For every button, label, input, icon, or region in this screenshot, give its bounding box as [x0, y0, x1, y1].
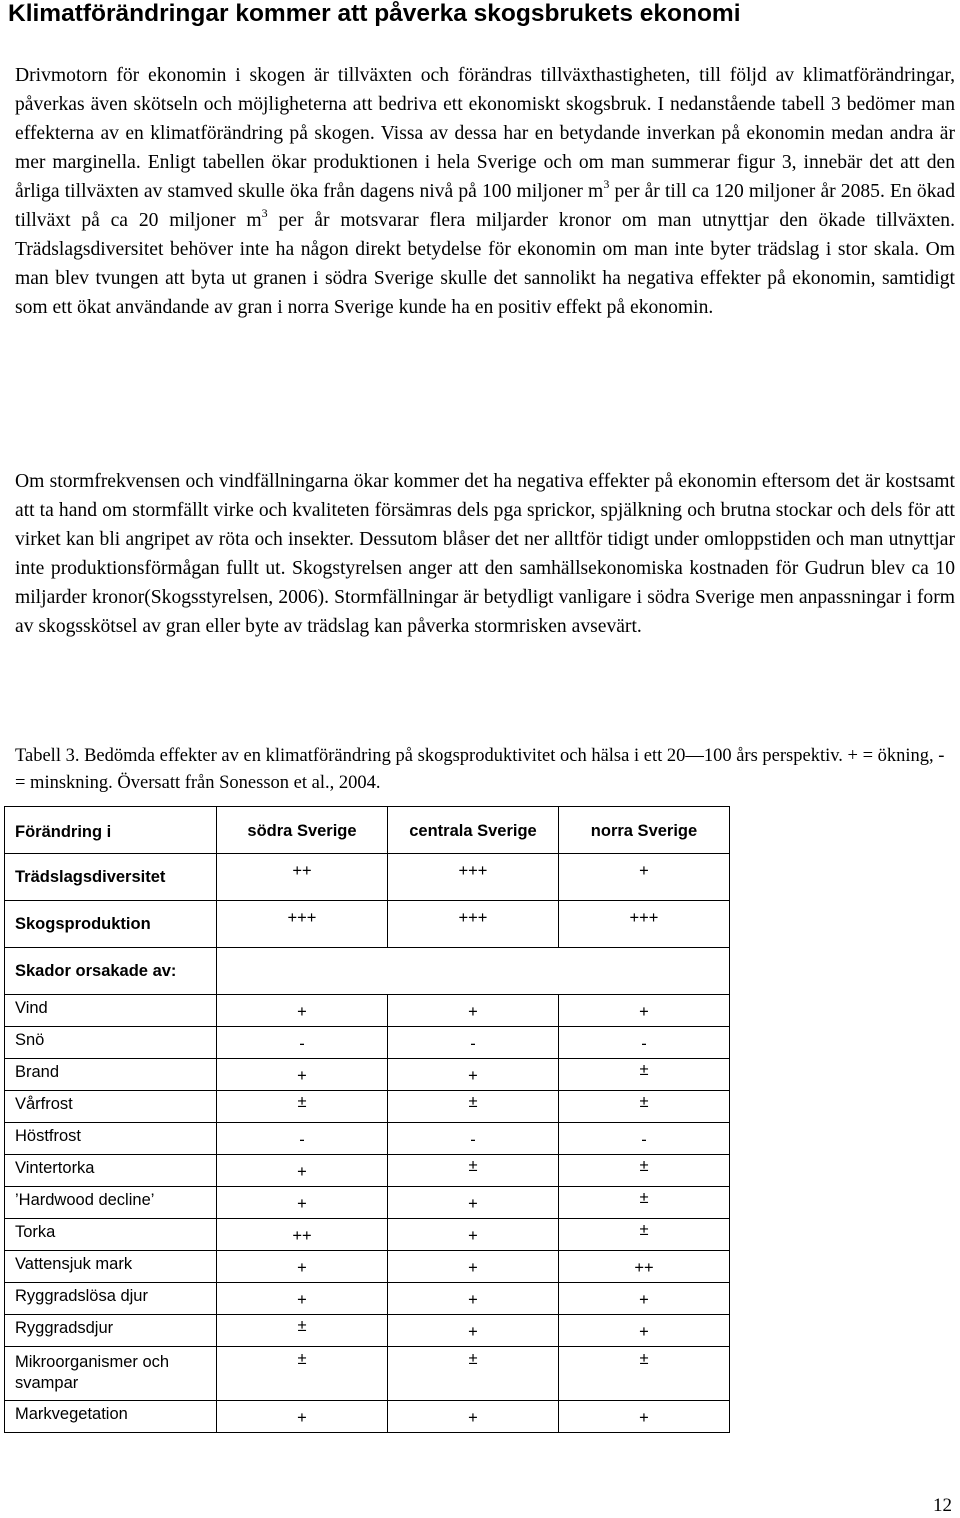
row-label: Vattensjuk mark — [5, 1251, 217, 1283]
table-cell: + — [559, 1401, 730, 1433]
row-label: Torka — [5, 1219, 217, 1251]
superscript-cubic-1: 3 — [603, 177, 610, 191]
table-cell: + — [217, 1059, 388, 1091]
table-cell: - — [217, 1123, 388, 1155]
table-row — [5, 1123, 730, 1155]
header-cell: centrala Sverige — [388, 807, 559, 854]
row-label: Markvegetation — [5, 1401, 217, 1433]
table-row — [5, 901, 730, 948]
table-cell: + — [388, 1059, 559, 1091]
table-cell: ± — [217, 1091, 388, 1123]
row-label: Vårfrost — [5, 1091, 217, 1123]
table-row — [5, 1187, 730, 1219]
table-cell: ± — [559, 1059, 730, 1091]
table-cell: ++ — [217, 854, 388, 901]
effects-table — [4, 806, 730, 1433]
superscript-cubic-2: 3 — [261, 206, 268, 220]
table-cell: + — [559, 854, 730, 901]
table-cell: + — [388, 995, 559, 1027]
table-cell: + — [388, 1283, 559, 1315]
row-label: Vind — [5, 995, 217, 1027]
header-cell: södra Sverige — [217, 807, 388, 854]
table-cell: + — [217, 1251, 388, 1283]
page-heading: Klimatförändringar kommer att påverka skogsbrukets ekonomi — [8, 0, 741, 27]
table-cell: ± — [388, 1091, 559, 1123]
row-label: Trädslagsdiversitet — [5, 854, 217, 901]
paragraph-storm: Om stormfrekvensen och vindfällningarna ökar kommer det ha negativa effekter på ekonomin eftersom det är kostsamt att ta hand om stormfällt virke och kvaliteten försämras dels pga sprickor, spjälkning och brutna stockar och dels för att virket kan bli angripet av röta och insekter. Dessutom blåser det ner alltför tidigt under omloppstiden och man utnyttjar inte produktionsförmågan fullt ut. Skogstyrelsen anger att den samhällsekonomiska kostnaden för Gudrun blev ca 10 miljarder kronor(Skogsstyrelsen, 2006). Stormfällningar är betydligt vanligare i södra Sverige men anpassningar i form av skogsskötsel av gran eller byte av trädslag kan påverka stormrisken avsevärt. — [15, 471, 955, 637]
table-cell: ± — [559, 1155, 730, 1187]
table-cell: + — [217, 995, 388, 1027]
table-cell: +++ — [388, 901, 559, 948]
header-cell: Förändring i — [5, 807, 217, 854]
table-cell: + — [388, 1187, 559, 1219]
table-section-row — [5, 948, 730, 995]
row-label: Brand — [5, 1059, 217, 1091]
header-cell: norra Sverige — [559, 807, 730, 854]
table-row — [5, 1315, 730, 1347]
table-cell: + — [217, 1401, 388, 1433]
row-label: Snö — [5, 1027, 217, 1059]
table-cell: + — [217, 1155, 388, 1187]
table-cell: +++ — [217, 901, 388, 948]
table-cell: +++ — [388, 854, 559, 901]
table-cell: + — [559, 1315, 730, 1347]
row-label: Ryggradslösa djur — [5, 1283, 217, 1315]
table-cell: ± — [217, 1315, 388, 1347]
table-cell: ± — [217, 1347, 388, 1401]
table-cell: ± — [388, 1155, 559, 1187]
table-cell: - — [559, 1123, 730, 1155]
table-row — [5, 1027, 730, 1059]
row-label: ’Hardwood decline’ — [5, 1187, 217, 1219]
table-cell: +++ — [559, 901, 730, 948]
paragraph-growth-part2: per år till ca 120 miljoner år 2085. En ökad tillväxt på ca 20 miljoner m — [15, 181, 956, 231]
table-cell: + — [388, 1315, 559, 1347]
table-cell: ± — [559, 1219, 730, 1251]
table-row — [5, 1347, 730, 1401]
table-cell: - — [217, 1027, 388, 1059]
row-label: Skogsproduktion — [5, 901, 217, 948]
row-label: Ryggradsdjur — [5, 1315, 217, 1347]
table-cell: ++ — [559, 1251, 730, 1283]
table-row — [5, 1059, 730, 1091]
table-cell: ± — [559, 1091, 730, 1123]
table-cell: ± — [559, 1187, 730, 1219]
table-cell: + — [388, 1219, 559, 1251]
table-cell: ± — [559, 1347, 730, 1401]
paragraph-growth-part3: per år motsvarar flera miljarder kronor om man utnyttjar den ökade tillväxten. Trädslagsdiversitet behöver inte ha någon direkt betydelse för ekonomin om man inte byter trädslag i stor skala. Om man blev tvungen att byta ut granen i södra Sverige skulle det sannolikt ha negativa effekter på ekonomin, samtidigt som ett ökat användande av gran i norra Sverige kunde ha en positiv effekt på ekonomin. — [15, 210, 955, 318]
table-row — [5, 1155, 730, 1187]
table-cell: + — [388, 1251, 559, 1283]
table-cell: + — [217, 1187, 388, 1219]
paragraph-growth-part1: Drivmotorn för ekonomin i skogen är tillväxten och förändras tillväxthastigheten, till följd av klimatförändringar, påverkas även skötseln och möjligheterna att bedriva ett ekonomiskt skogsbruk. I nedanstående tabell 3 bedömer man effekterna av en klimatförändring på skogen. Vissa av dessa har en betydande inverkan på ekonomin medan andra är mer marginella. Enligt tabellen ökar produktionen i hela Sverige och om man summerar figur 3, innebär det att den årliga tillväxten av stamved skulle öka från dagens nivå på 100 miljoner m — [15, 65, 955, 202]
row-label: Vintertorka — [5, 1155, 217, 1187]
table-row — [5, 1091, 730, 1123]
table-row — [5, 995, 730, 1027]
row-label: Höstfrost — [5, 1123, 217, 1155]
table-row — [5, 1251, 730, 1283]
table-header-row — [5, 807, 730, 854]
table-row — [5, 1401, 730, 1433]
paragraph-growth — [15, 61, 955, 322]
table-row — [5, 1219, 730, 1251]
table-cell: - — [388, 1027, 559, 1059]
table-cell: + — [388, 1401, 559, 1433]
table-row — [5, 1283, 730, 1315]
table-row — [5, 854, 730, 901]
table-cell: - — [388, 1123, 559, 1155]
page-number: 12 — [933, 1495, 952, 1516]
table-caption: Tabell 3. Bedömda effekter av en klimatförändring på skogsproduktivitet och hälsa i ett 20—100 års perspektiv. + = ökning, - = minskning. Översatt från Sonesson et al., 2004. — [15, 746, 945, 793]
table-cell: - — [559, 1027, 730, 1059]
table-cell: ± — [388, 1347, 559, 1401]
table-cell: + — [217, 1283, 388, 1315]
empty-cell — [217, 948, 730, 995]
table-cell: + — [559, 1283, 730, 1315]
section-heading: Skador orsakade av: — [5, 948, 217, 995]
row-label: Mikroorganismer och svampar — [5, 1347, 217, 1401]
table-cell: ++ — [217, 1219, 388, 1251]
table-cell: + — [559, 995, 730, 1027]
